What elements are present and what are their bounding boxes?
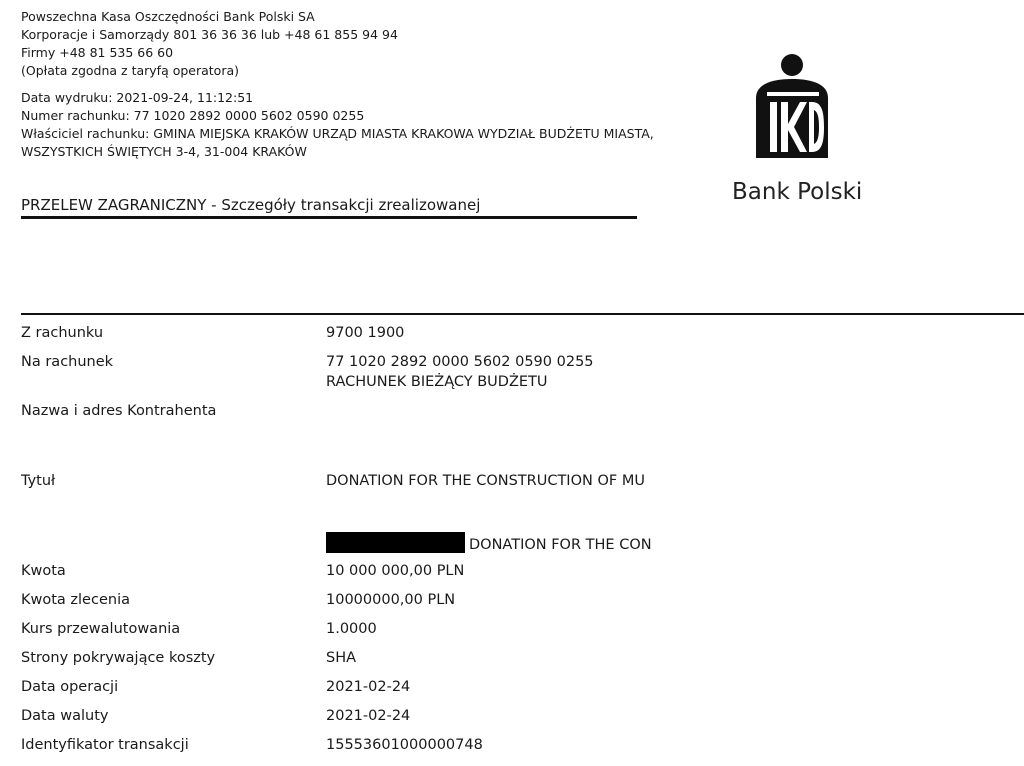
phone-companies: Firmy +48 81 535 66 60 — [21, 45, 174, 60]
transaction-id-label: Identyfikator transakcji — [21, 737, 189, 753]
cost-parties-label: Strony pokrywające koszty — [21, 650, 216, 666]
operation-date-label: Data operacji — [21, 679, 119, 695]
counterparty-label: Nazwa i adres Kontrahenta — [21, 403, 217, 419]
to-account-name: RACHUNEK BIEŻĄCY BUDŻETU — [326, 374, 548, 390]
bank-name-logo-text: Bank Polski — [732, 179, 863, 205]
exchange-rate-value: 1.0000 — [326, 621, 377, 637]
title-value-continued — [326, 532, 652, 555]
document-title: PRZELEW ZAGRANICZNY - Szczegóły transakcji zrealizowanej — [21, 195, 637, 219]
bank-full-name: Powszechna Kasa Oszczędności Bank Polski SA — [21, 9, 315, 24]
account-owner-line2: WSZYSTKICH ŚWIĘTYCH 3-4, 31-004 KRAKÓW — [21, 144, 307, 159]
pko-logo-icon — [754, 54, 832, 162]
to-account-value: 77 1020 2892 0000 5602 0590 0255 — [326, 354, 594, 370]
title-value: DONATION FOR THE CONSTRUCTION OF MU — [326, 473, 645, 489]
section-divider — [21, 313, 1024, 315]
operation-date-value: 2021-02-24 — [326, 679, 411, 695]
amount-label: Kwota — [21, 563, 66, 579]
account-number: Numer rachunku: 77 1020 2892 0000 5602 0590 0255 — [21, 108, 365, 123]
pko-logo — [728, 54, 863, 214]
transaction-id-value: 15553601000000748 — [326, 737, 483, 753]
from-account-value: 9700 1900 — [326, 325, 405, 341]
fee-note: (Opłata zgodna z taryfą operatora) — [21, 63, 239, 78]
order-amount-value: 10000000,00 PLN — [326, 592, 456, 608]
order-amount-label: Kwota zlecenia — [21, 592, 130, 608]
amount-value: 10 000 000,00 PLN — [326, 563, 465, 579]
print-date: Data wydruku: 2021-09-24, 11:12:51 — [21, 90, 254, 105]
title-value-2: DONATION FOR THE CON — [469, 537, 652, 553]
title-label: Tytuł — [21, 473, 56, 489]
phone-corporate: Korporacje i Samorządy 801 36 36 36 lub +48 61 855 94 94 — [21, 27, 398, 42]
redaction-box — [326, 532, 465, 553]
cost-parties-value: SHA — [326, 650, 357, 666]
from-account-label: Z rachunku — [21, 325, 104, 341]
bank-contact-block — [21, 8, 398, 80]
to-account-label: Na rachunek — [21, 354, 114, 370]
value-date-label: Data waluty — [21, 708, 109, 724]
account-owner-line1: Właściciel rachunku: GMINA MIEJSKA KRAKÓW URZĄD MIASTA KRAKOWA WYDZIAŁ BUDŻETU MIASTA, — [21, 126, 654, 141]
exchange-rate-label: Kurs przewalutowania — [21, 621, 181, 637]
value-date-value: 2021-02-24 — [326, 708, 411, 724]
account-info-block — [21, 89, 654, 161]
